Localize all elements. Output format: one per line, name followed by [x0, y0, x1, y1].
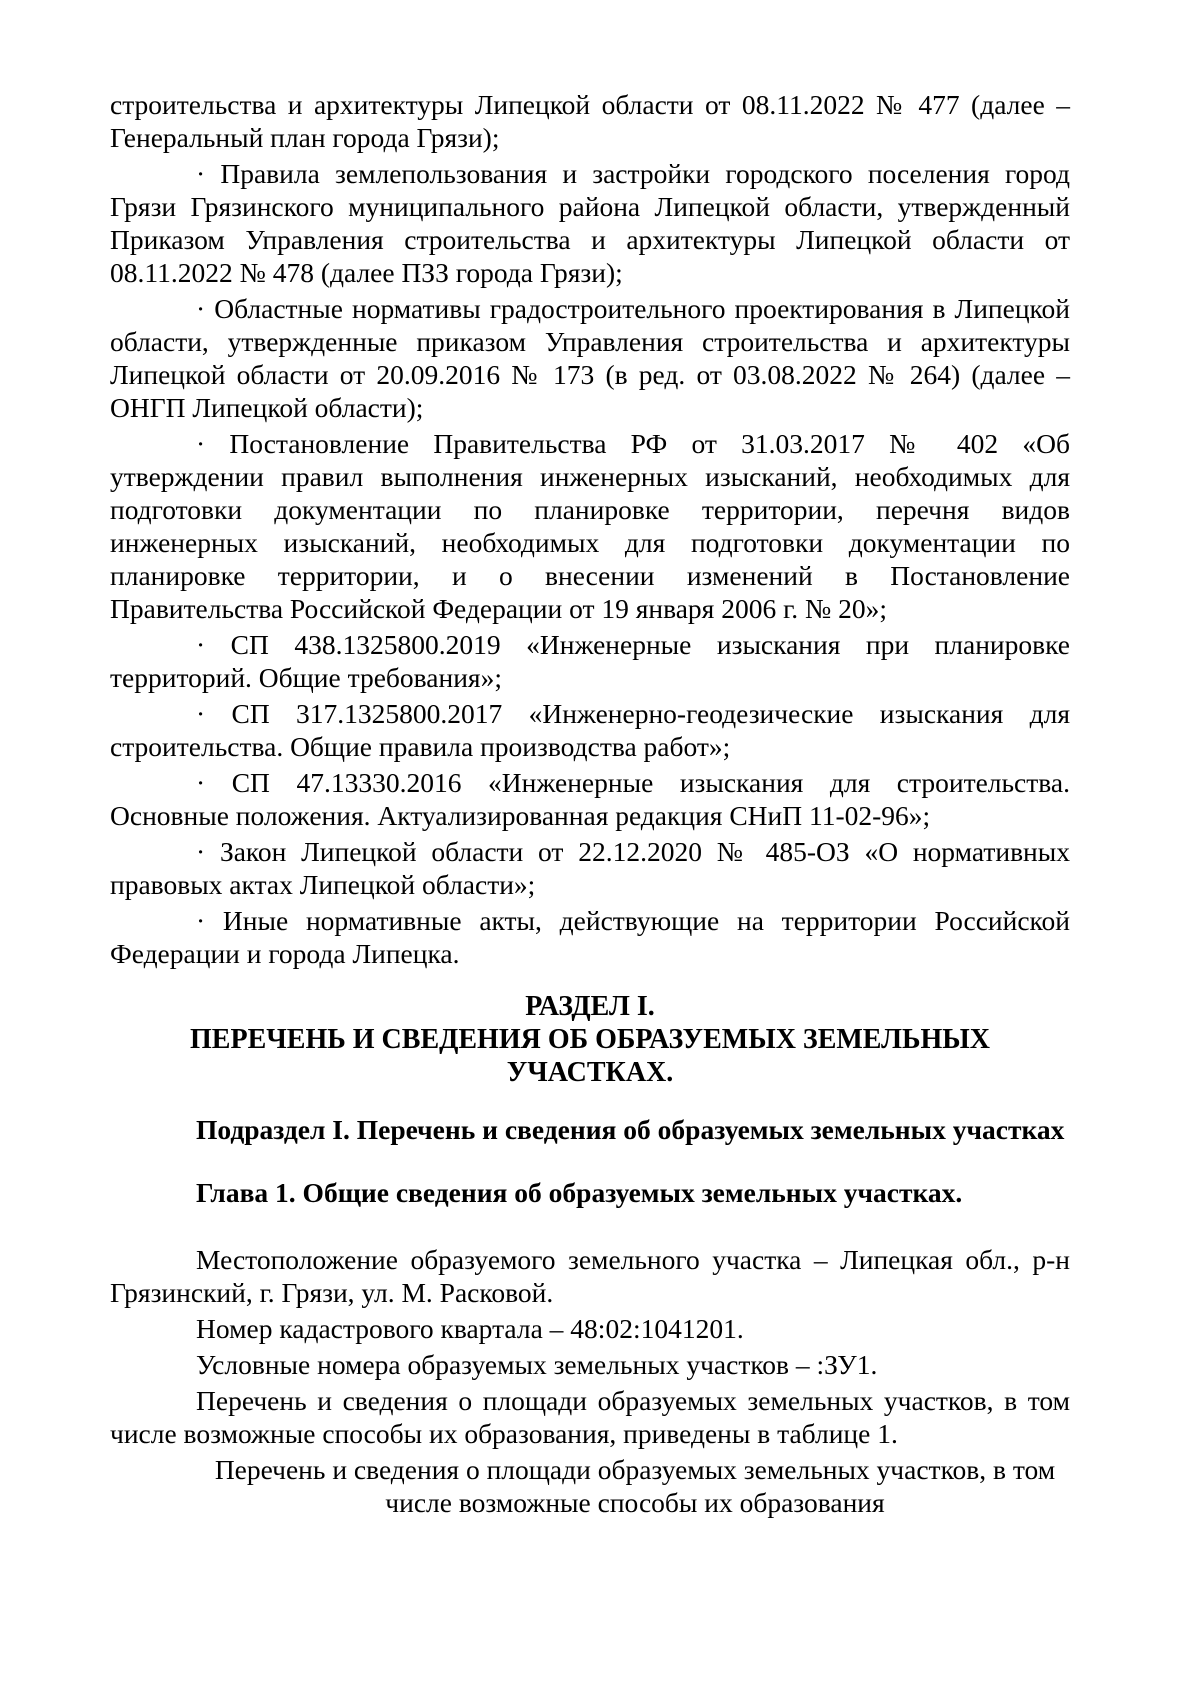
intro-continuation: строительства и архитектуры Липецкой области от 08.11.2022 № 477 (далее – Генеральный план города Грязи); — [110, 89, 1070, 153]
subsection-title: Подраздел I. Перечень и сведения об образуемых земельных участках — [196, 1114, 1065, 1145]
bullet-item-sp-438: · СП 438.1325800.2019 «Инженерные изыскания при планировке территорий. Общие требования»; — [110, 628, 1070, 694]
document-page — [110, 88, 1070, 1519]
chapter-title: Глава 1. Общие сведения об образуемых земельных участках. — [196, 1177, 963, 1208]
table-caption — [110, 1453, 1070, 1519]
section-title-line2: ПЕРЕЧЕНЬ И СВЕДЕНИЯ ОБ ОБРАЗУЕМЫХ ЗЕМЕЛЬНЫХ УЧАСТКАХ. — [190, 1024, 990, 1088]
bullet-item-zakon: · Закон Липецкой области от 22.12.2020 № 485-ОЗ «О нормативных правовых актах Липецкой области»; — [110, 835, 1070, 901]
bullet-item-sp-47: · СП 47.13330.2016 «Инженерные изыскания для строительства. Основные положения. Актуализированная редакция СНиП 11-02-96»; — [110, 766, 1070, 832]
section-title-line1: РАЗДЕЛ I. — [525, 991, 655, 1022]
section-heading — [110, 990, 1070, 1089]
table-caption-line1: Перечень и сведения о площади образуемых земельных участков, в том — [214, 1454, 1056, 1485]
bullet-item-ongp: · Областные нормативы градостроительного проектирования в Липецкой области, утвержденные приказом Управления строительства и архитектуры Липецкой области от 20.09.2016 № 173 (в ред. от 03.08.2022 № 264) (далее – ОНГП Липецкой области); — [110, 292, 1070, 424]
plot-numbers: Условные номера образуемых земельных участков – :ЗУ1. — [196, 1349, 878, 1380]
bullet-item-pzz: · Правила землепользования и застройки городского поселения город Грязи Грязинского муниципального района Липецкой области, утвержденный Приказом Управления строительства и архитектуры Липецкой области от 08.11.2022 № 478 (далее ПЗЗ города Грязи); — [110, 157, 1070, 289]
chapter-body — [110, 1243, 1070, 1519]
plot-location: Местоположение образуемого земельного участка – Липецкая обл., р-н Грязинский, г. Грязи, ул. М. Расковой. — [110, 1244, 1070, 1308]
table-reference: Перечень и сведения о площади образуемых земельных участков, в том числе возможные способы их образования, приведены в таблице 1. — [110, 1385, 1070, 1449]
table-caption-line2: числе возможные способы их образования — [385, 1487, 885, 1518]
bullet-item-postanovlenie: · Постановление Правительства РФ от 31.03.2017 № 402 «Об утверждении правил выполнения инженерных изысканий, необходимых для подготовки документации по планировке территории, перечня видов инженерных изысканий, необходимых для подготовки документации по планировке территории, и о внесении изменений в Постановление Правительства Российской Федерации от 19 января 2006 г. № 20»; — [110, 427, 1070, 625]
bullet-item-sp-317: · СП 317.1325800.2017 «Инженерно-геодезические изыскания для строительства. Общие правила производства работ»; — [110, 697, 1070, 763]
bullet-item-inye-akty: · Иные нормативные акты, действующие на территории Российской Федерации и города Липецка. — [110, 904, 1070, 970]
cadastral-quarter: Номер кадастрового квартала – 48:02:1041201. — [196, 1313, 744, 1344]
